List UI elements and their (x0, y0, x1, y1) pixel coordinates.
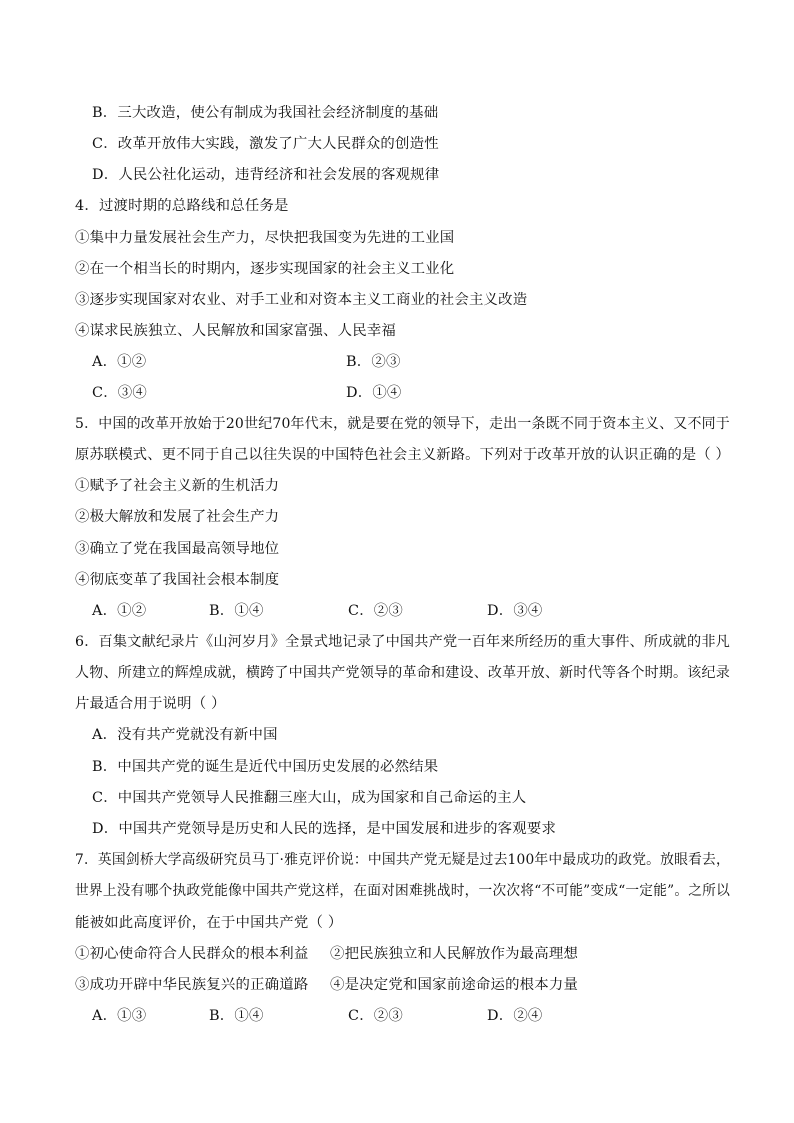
q4-item-2: ②在一个相当长的时期内，逐步实现国家的社会主义工业化 (75, 261, 455, 277)
q7-stem-line-2: 世界上没有哪个执政党能像中国共产党这样，在面对困难挑战时，一次次将“不可能”变成“一定能”。之所以 (75, 883, 731, 899)
q5-item-4: ④彻底变革了我国社会根本制度 (75, 572, 280, 588)
q4-option-b: B．②③ (346, 354, 401, 370)
q7-stem-line-3: 能被如此高度评价，在于中国共产党（ ） (75, 915, 343, 931)
q5-option-d: D．③④ (487, 603, 543, 619)
q5-item-3: ③确立了党在我国最高领导地位 (75, 541, 280, 557)
q4-option-a: A．①② (92, 354, 147, 370)
q7-option-d: D．②④ (487, 1008, 543, 1024)
q5-item-2: ②极大解放和发展了社会生产力 (75, 509, 280, 525)
q7-item-2: ②把民族独立和人民解放作为最高理想 (330, 946, 579, 962)
q6-option-c: C．中国共产党领导人民推翻三座大山，成为国家和自己命运的主人 (92, 790, 527, 806)
q5-option-b: B．①④ (209, 603, 264, 619)
q7-stem-line-1: 7．英国剑桥大学高级研究员马丁·雅克评价说：中国共产党无疑是过去100年中最成功的政党。放眼看去， (75, 852, 730, 868)
q5-item-1: ①赋予了社会主义新的生机活力 (75, 478, 280, 494)
q3-option-c: C．改革开放伟大实践，激发了广大人民群众的创造性 (92, 136, 439, 152)
q6-option-a: A．没有共产党就没有新中国 (92, 727, 278, 743)
q6-option-d: D．中国共产党领导是历史和人民的选择，是中国发展和进步的客观要求 (92, 821, 557, 837)
q7-option-c: C．②③ (348, 1008, 403, 1024)
q5-stem-line-2: 原苏联模式、更不同于自己以往失误的中国特色社会主义新路。下列对于改革开放的认识正确的是（ ） (75, 447, 731, 463)
q6-option-b: B．中国共产党的诞生是近代中国历史发展的必然结果 (92, 759, 439, 775)
q4-stem: 4．过渡时期的总路线和总任务是 (75, 198, 289, 214)
q3-option-b: B．三大改造，使公有制成为我国社会经济制度的基础 (92, 105, 439, 121)
q7-item-1: ①初心使命符合人民群众的根本利益 (75, 946, 309, 962)
q4-item-3: ③逐步实现国家对农业、对手工业和对资本主义工商业的社会主义改造 (75, 292, 528, 308)
q7-option-b: B．①④ (209, 1008, 264, 1024)
q5-stem-line-1: 5．中国的改革开放始于20世纪70年代末，就是要在党的领导下，走出一条既不同于资本主义、又不同于 (75, 416, 730, 432)
q4-item-4: ④谋求民族独立、人民解放和国家富强、人民幸福 (75, 323, 396, 339)
q6-stem-line-2: 人物、所建立的辉煌成就，横跨了中国共产党领导的革命和建设、改革开放、新时代等各个时期。该纪录 (75, 665, 731, 681)
q3-option-d: D．人民公社化运动，违背经济和社会发展的客观规律 (92, 167, 440, 183)
q4-option-d: D．①④ (346, 385, 402, 401)
q5-option-c: C．②③ (348, 603, 403, 619)
q5-option-a: A．①② (92, 603, 147, 619)
q7-item-3: ③成功开辟中华民族复兴的正确道路 (75, 977, 309, 993)
q4-item-1: ①集中力量发展社会生产力，尽快把我国变为先进的工业国 (75, 230, 455, 246)
q6-stem-line-1: 6．百集文献纪录片《山河岁月》全景式地记录了中国共产党一百年来所经历的重大事件、所成就的非凡 (75, 634, 731, 650)
q4-option-c: C．③④ (92, 385, 147, 401)
q6-stem-line-3: 片最适合用于说明（ ） (75, 696, 226, 712)
q7-option-a: A．①③ (92, 1008, 147, 1024)
q7-item-4: ④是决定党和国家前途命运的根本力量 (330, 977, 579, 993)
